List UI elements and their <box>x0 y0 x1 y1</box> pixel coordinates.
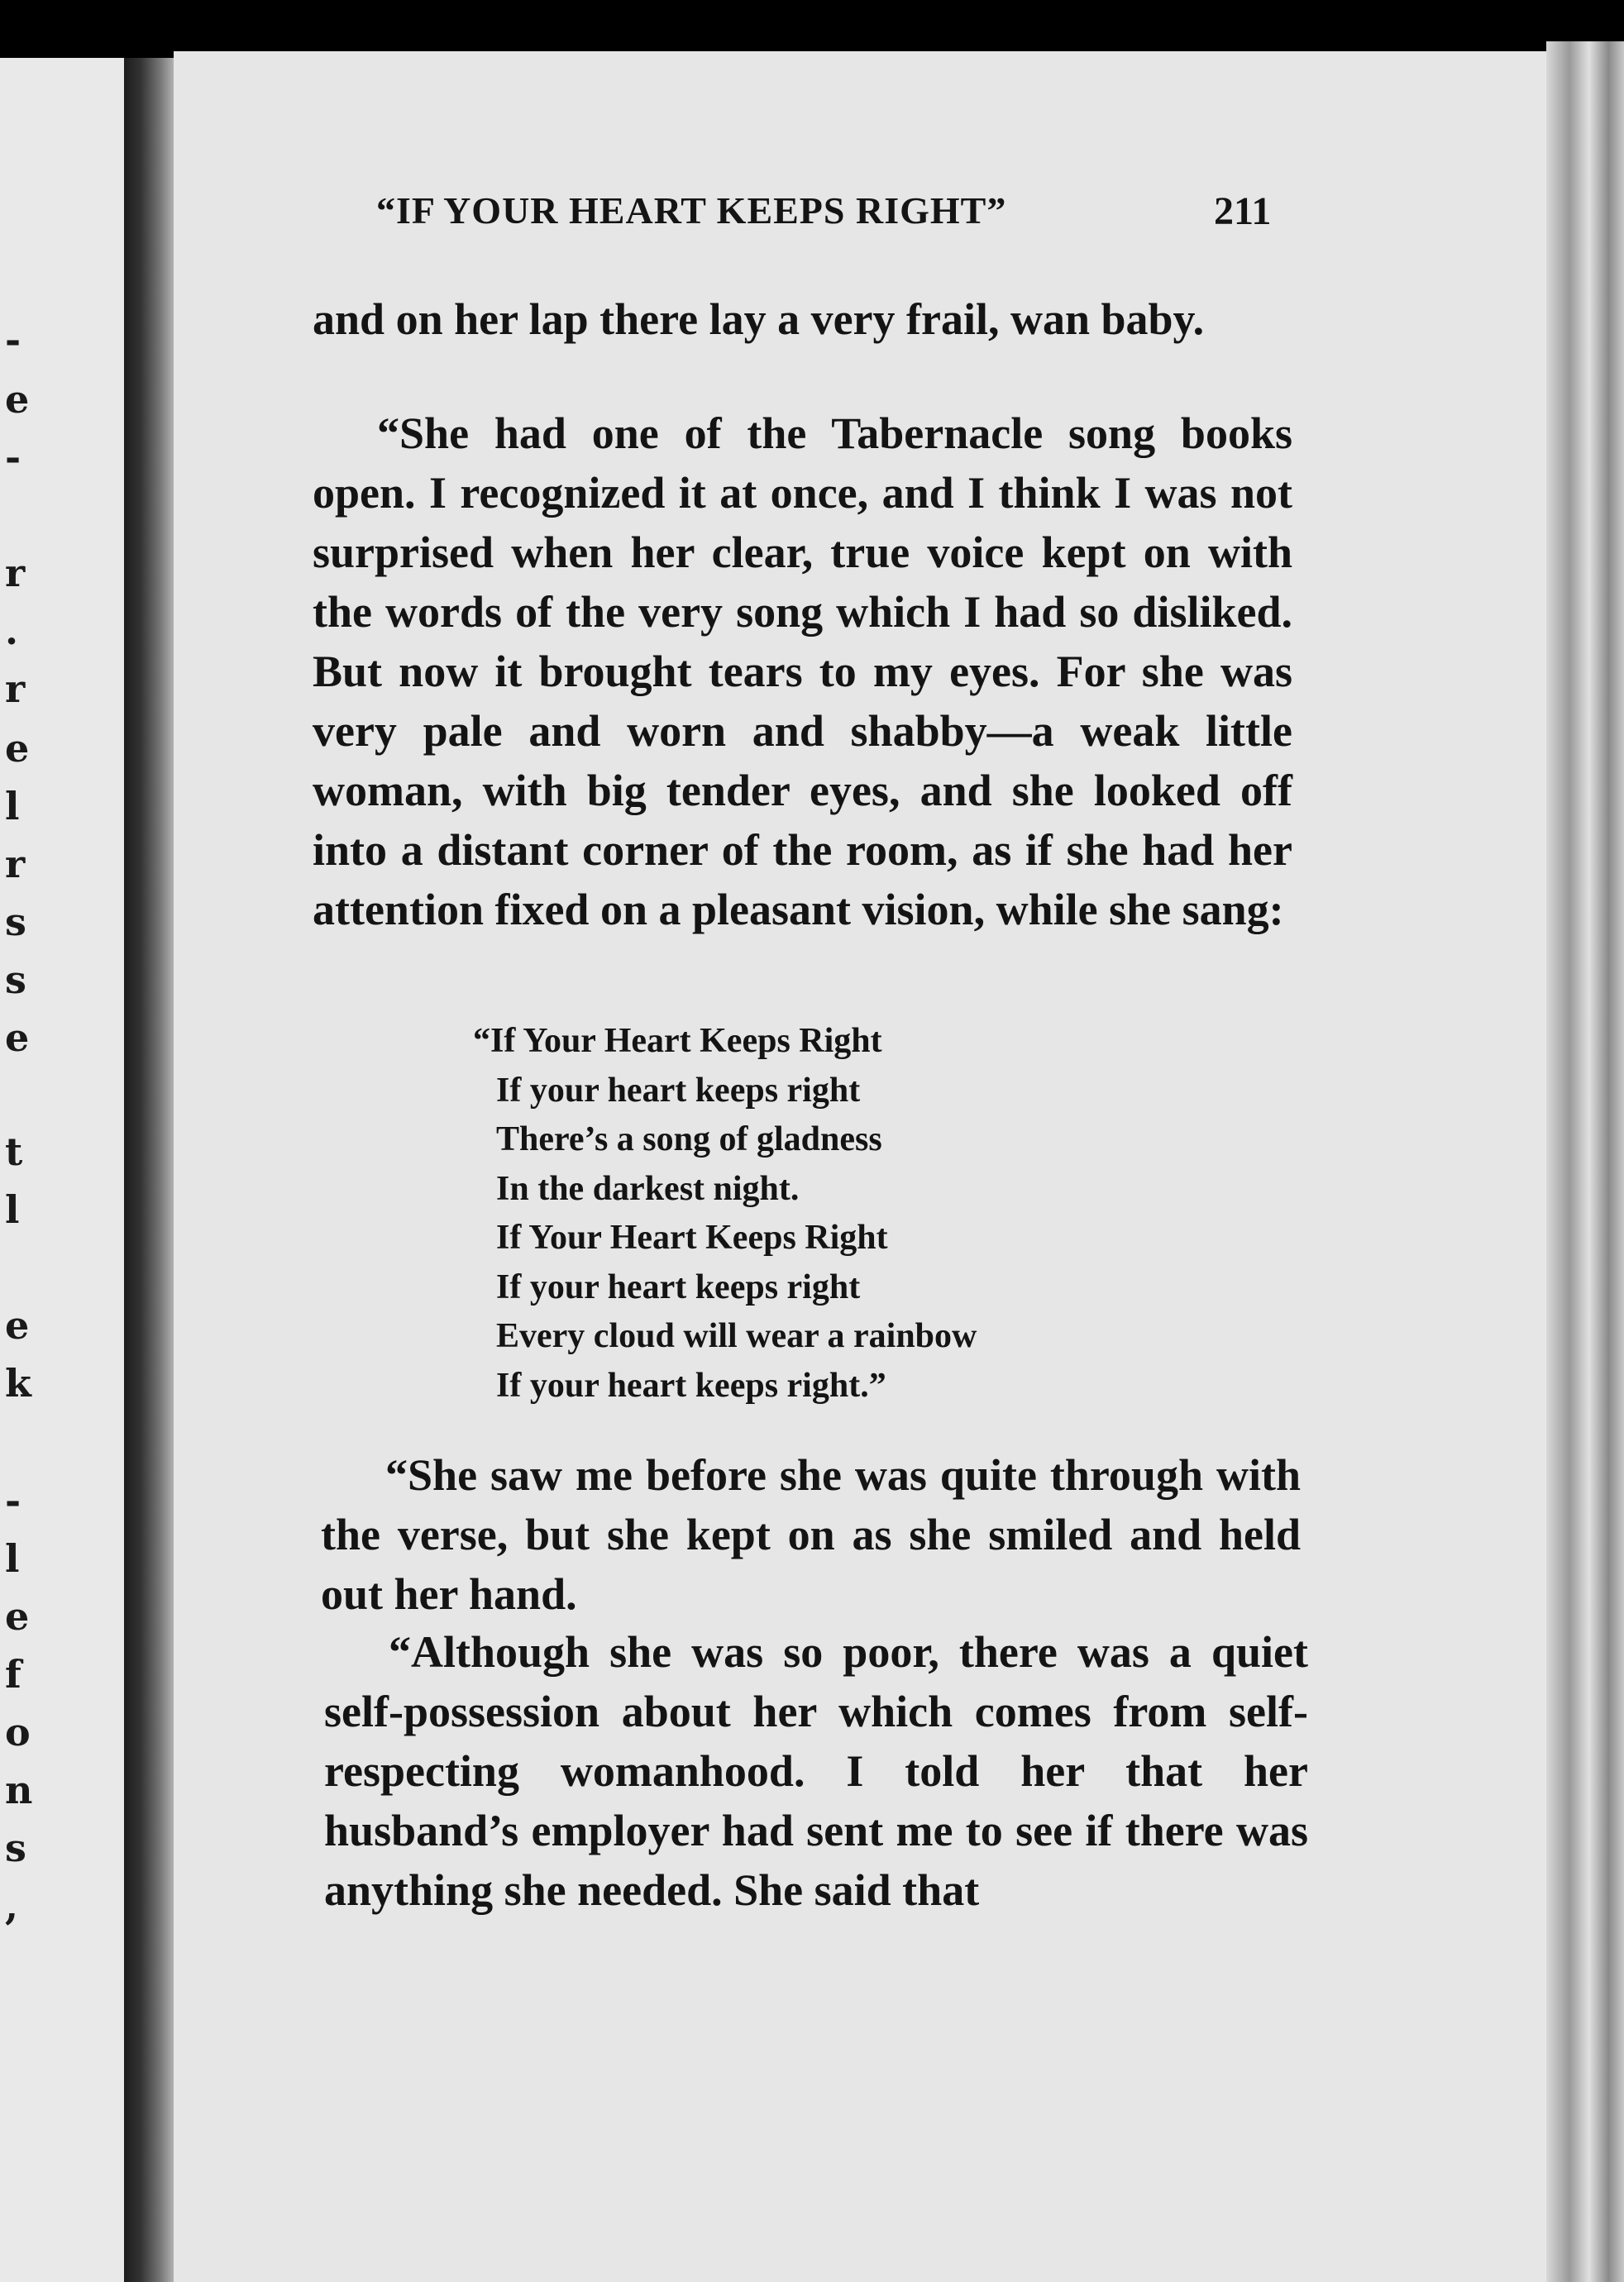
paragraph: and on her lap there lay a very frail, wan baby. <box>313 294 1205 344</box>
left-page-fragment: r <box>5 666 26 711</box>
verse-line: In the darkest night. <box>496 1169 800 1208</box>
verse-line: There’s a song of gladness <box>496 1120 882 1158</box>
left-page-fragment: e <box>5 377 30 422</box>
left-page-fragment: . <box>5 609 19 653</box>
left-page-fragment: r <box>5 551 26 595</box>
left-page-fragment: s <box>5 957 26 1002</box>
book-edge <box>1546 41 1624 2282</box>
left-page-fragment: l <box>5 784 20 828</box>
left-page-fragment: o <box>5 1710 31 1754</box>
left-page-fragment: - <box>5 1478 21 1523</box>
left-page-fragment: e <box>5 1594 30 1639</box>
paragraph: “Although she was so poor, there was a quiet self-possession about her which comes from self-respecting womanhood. I told her that her husband’s employer had sent me to see if there was anything she needed. She said that <box>324 1627 1308 1915</box>
left-page-fragment: n <box>5 1768 33 1812</box>
paragraph: “She had one of the Tabernacle song books open. I recognized it at once, and I think I was not surprised when her clear, true voice kept on with the words of the very song which I had so disliked. But now it brought tears to my eyes. For she was very pale and worn and shabby—a weak little woman, with big tender eyes, and she looked off into a distant corner of the room, as if she had her attention fixed on a pleasant vision, while she sang: <box>313 408 1292 934</box>
left-page-fragment: f <box>5 1652 21 1697</box>
left-page-fragment: - <box>5 317 21 362</box>
verse-line: “If Your Heart Keeps Right <box>473 1022 882 1060</box>
previous-page-edge <box>0 58 124 2282</box>
left-page-fragment: l <box>5 1187 20 1232</box>
left-page-fragment: e <box>5 1303 30 1348</box>
running-head-title: “IF YOUR HEART KEEPS RIGHT” <box>376 189 1007 232</box>
verse-line: If your heart keeps right <box>496 1071 861 1110</box>
left-page-fragment: r <box>5 842 26 886</box>
left-page-fragment: - <box>5 435 21 480</box>
verse-line: If your heart keeps right <box>496 1268 861 1306</box>
left-page-fragment: , <box>5 1883 19 1928</box>
left-page-fragment: t <box>5 1129 23 1174</box>
left-page-fragment: l <box>5 1536 20 1581</box>
running-head <box>376 189 1286 232</box>
paragraph: “She saw me before she was quite through with the verse, but she kept on as she smiled and held out her hand. <box>321 1450 1301 1619</box>
verse-line: Every cloud will wear a rainbow <box>496 1317 977 1355</box>
verse-line: If Your Heart Keeps Right <box>496 1219 888 1257</box>
left-page-fragment: s <box>5 1826 26 1870</box>
page-number: 211 <box>1214 189 1272 233</box>
left-page-fragment: e <box>5 726 30 771</box>
left-page-fragment: s <box>5 900 26 944</box>
song-verse <box>473 1017 977 1411</box>
verse-line: If your heart keeps right.” <box>496 1366 886 1405</box>
left-page-fragment: e <box>5 1015 30 1060</box>
left-page-fragment: k <box>5 1361 31 1406</box>
